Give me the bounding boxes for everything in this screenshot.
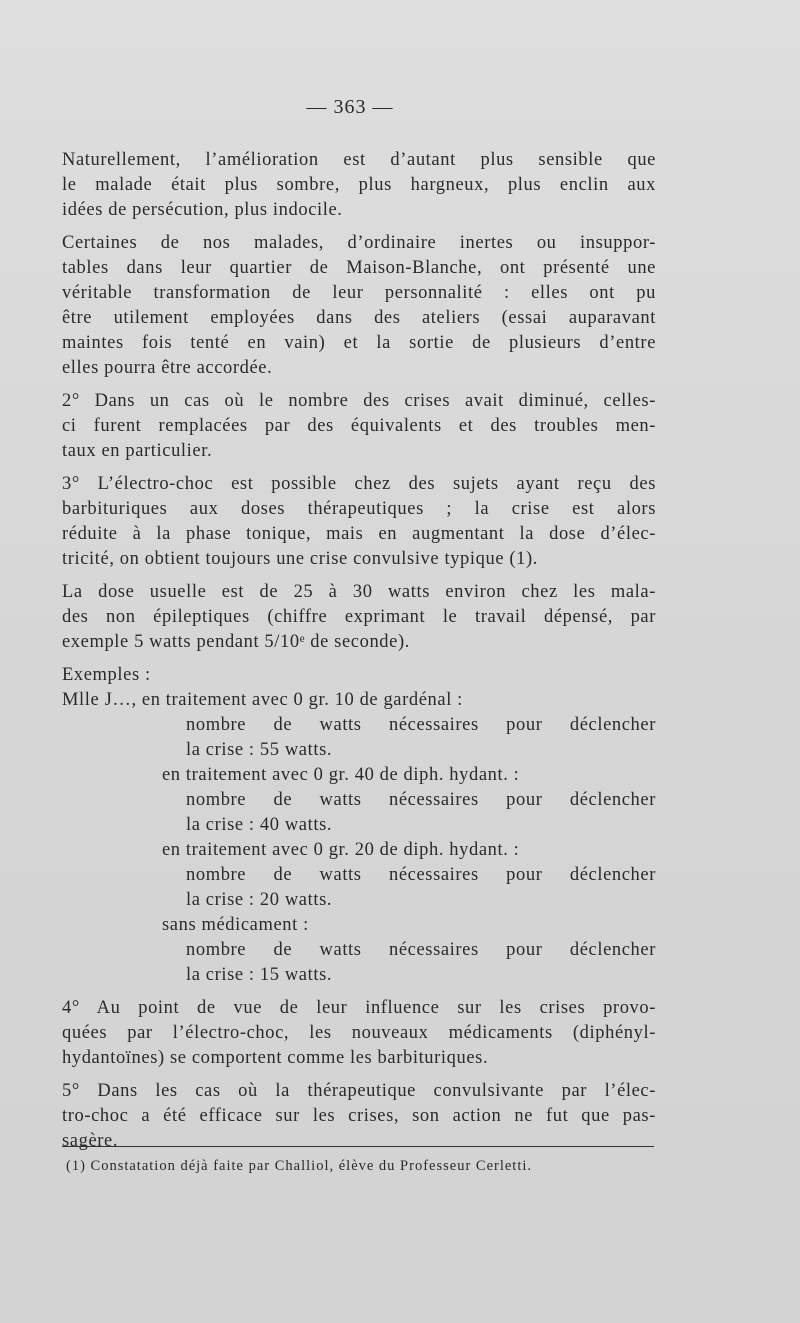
body-text <box>62 148 656 1162</box>
paragraph <box>62 389 656 464</box>
examples-heading: Exemples : <box>62 665 151 685</box>
paragraph <box>62 231 656 381</box>
text-line: 4° Au point de vue de leur influence sur les crises provo- <box>62 998 656 1018</box>
example-line: nombre de watts nécessaires pour déclencher <box>186 940 656 960</box>
paragraphs-before <box>62 148 656 655</box>
text-line: être utilement employées dans des ateliers (essai auparavant <box>62 308 656 328</box>
text-line: véritable transformation de leur personnalité : elles ont pu <box>62 283 656 303</box>
example-line: la crise : 55 watts. <box>186 740 333 760</box>
text-line: Certaines de nos malades, d’ordinaire inertes ou insuppor- <box>62 233 656 253</box>
text-line: taux en particulier. <box>62 441 213 461</box>
text-line: idées de persécution, plus indocile. <box>62 200 343 220</box>
text-line: des non épileptiques (chiffre exprimant le travail dépensé, par <box>62 607 656 627</box>
text-line: hydantoïnes) se comportent comme les barbituriques. <box>62 1048 489 1068</box>
example-line: nombre de watts nécessaires pour déclencher <box>186 790 656 810</box>
text-line: ci furent remplacées par des équivalents et des troubles men- <box>62 416 656 436</box>
text-line: 5° Dans les cas où la thérapeutique convulsivante par l’élec- <box>62 1081 656 1101</box>
paragraphs-after <box>62 996 656 1154</box>
example-line: la crise : 20 watts. <box>186 890 333 910</box>
footnote: (1) Constatation déjà faite par Challiol, élève du Professeur Cerletti. <box>66 1158 533 1174</box>
text-line: maintes fois tenté en vain) et la sortie de plusieurs d’entre <box>62 333 656 353</box>
paragraph <box>62 1079 656 1154</box>
text-line: 2° Dans un cas où le nombre des crises avait diminué, celles- <box>62 391 656 411</box>
example-line: sans médicament : <box>162 915 309 935</box>
text-line: tro-choc a été efficace sur les crises, son action ne fut que pas- <box>62 1106 656 1126</box>
example-line: en traitement avec 0 gr. 40 de diph. hydant. : <box>162 765 520 785</box>
example-line: Mlle J…, en traitement avec 0 gr. 10 de gardénal : <box>62 690 463 710</box>
text-line: elles pourra être accordée. <box>62 358 273 378</box>
text-line: le malade était plus sombre, plus hargneux, plus enclin aux <box>62 175 656 195</box>
paragraph <box>62 996 656 1071</box>
page-number: — 363 — <box>306 96 394 118</box>
text-line: La dose usuelle est de 25 à 30 watts environ chez les mala- <box>62 582 656 602</box>
example-line: nombre de watts nécessaires pour déclencher <box>186 865 656 885</box>
paragraph <box>62 580 656 655</box>
example-line: en traitement avec 0 gr. 20 de diph. hydant. : <box>162 840 520 860</box>
text-line: tricité, on obtient toujours une crise convulsive typique (1). <box>62 549 538 569</box>
example-line: la crise : 15 watts. <box>186 965 333 985</box>
examples-list <box>62 688 656 988</box>
text-line: tables dans leur quartier de Maison-Blanche, ont présenté une <box>62 258 656 278</box>
text-line: exemple 5 watts pendant 5/10ᵉ de seconde). <box>62 632 410 652</box>
text-line: quées par l’électro-choc, les nouveaux médicaments (diphényl- <box>62 1023 656 1043</box>
example-line: nombre de watts nécessaires pour déclencher <box>186 715 656 735</box>
text-line: barbituriques aux doses thérapeutiques ; la crise est alors <box>62 499 656 519</box>
footnote-rule <box>62 1146 654 1147</box>
text-line: réduite à la phase tonique, mais en augmentant la dose d’élec- <box>62 524 656 544</box>
paragraph <box>62 148 656 223</box>
text-line: 3° L’électro-choc est possible chez des sujets ayant reçu des <box>62 474 656 494</box>
example-line: la crise : 40 watts. <box>186 815 333 835</box>
text-line: Naturellement, l’amélioration est d’autant plus sensible que <box>62 150 656 170</box>
paragraph <box>62 472 656 572</box>
text-line: sagère. <box>62 1131 119 1151</box>
